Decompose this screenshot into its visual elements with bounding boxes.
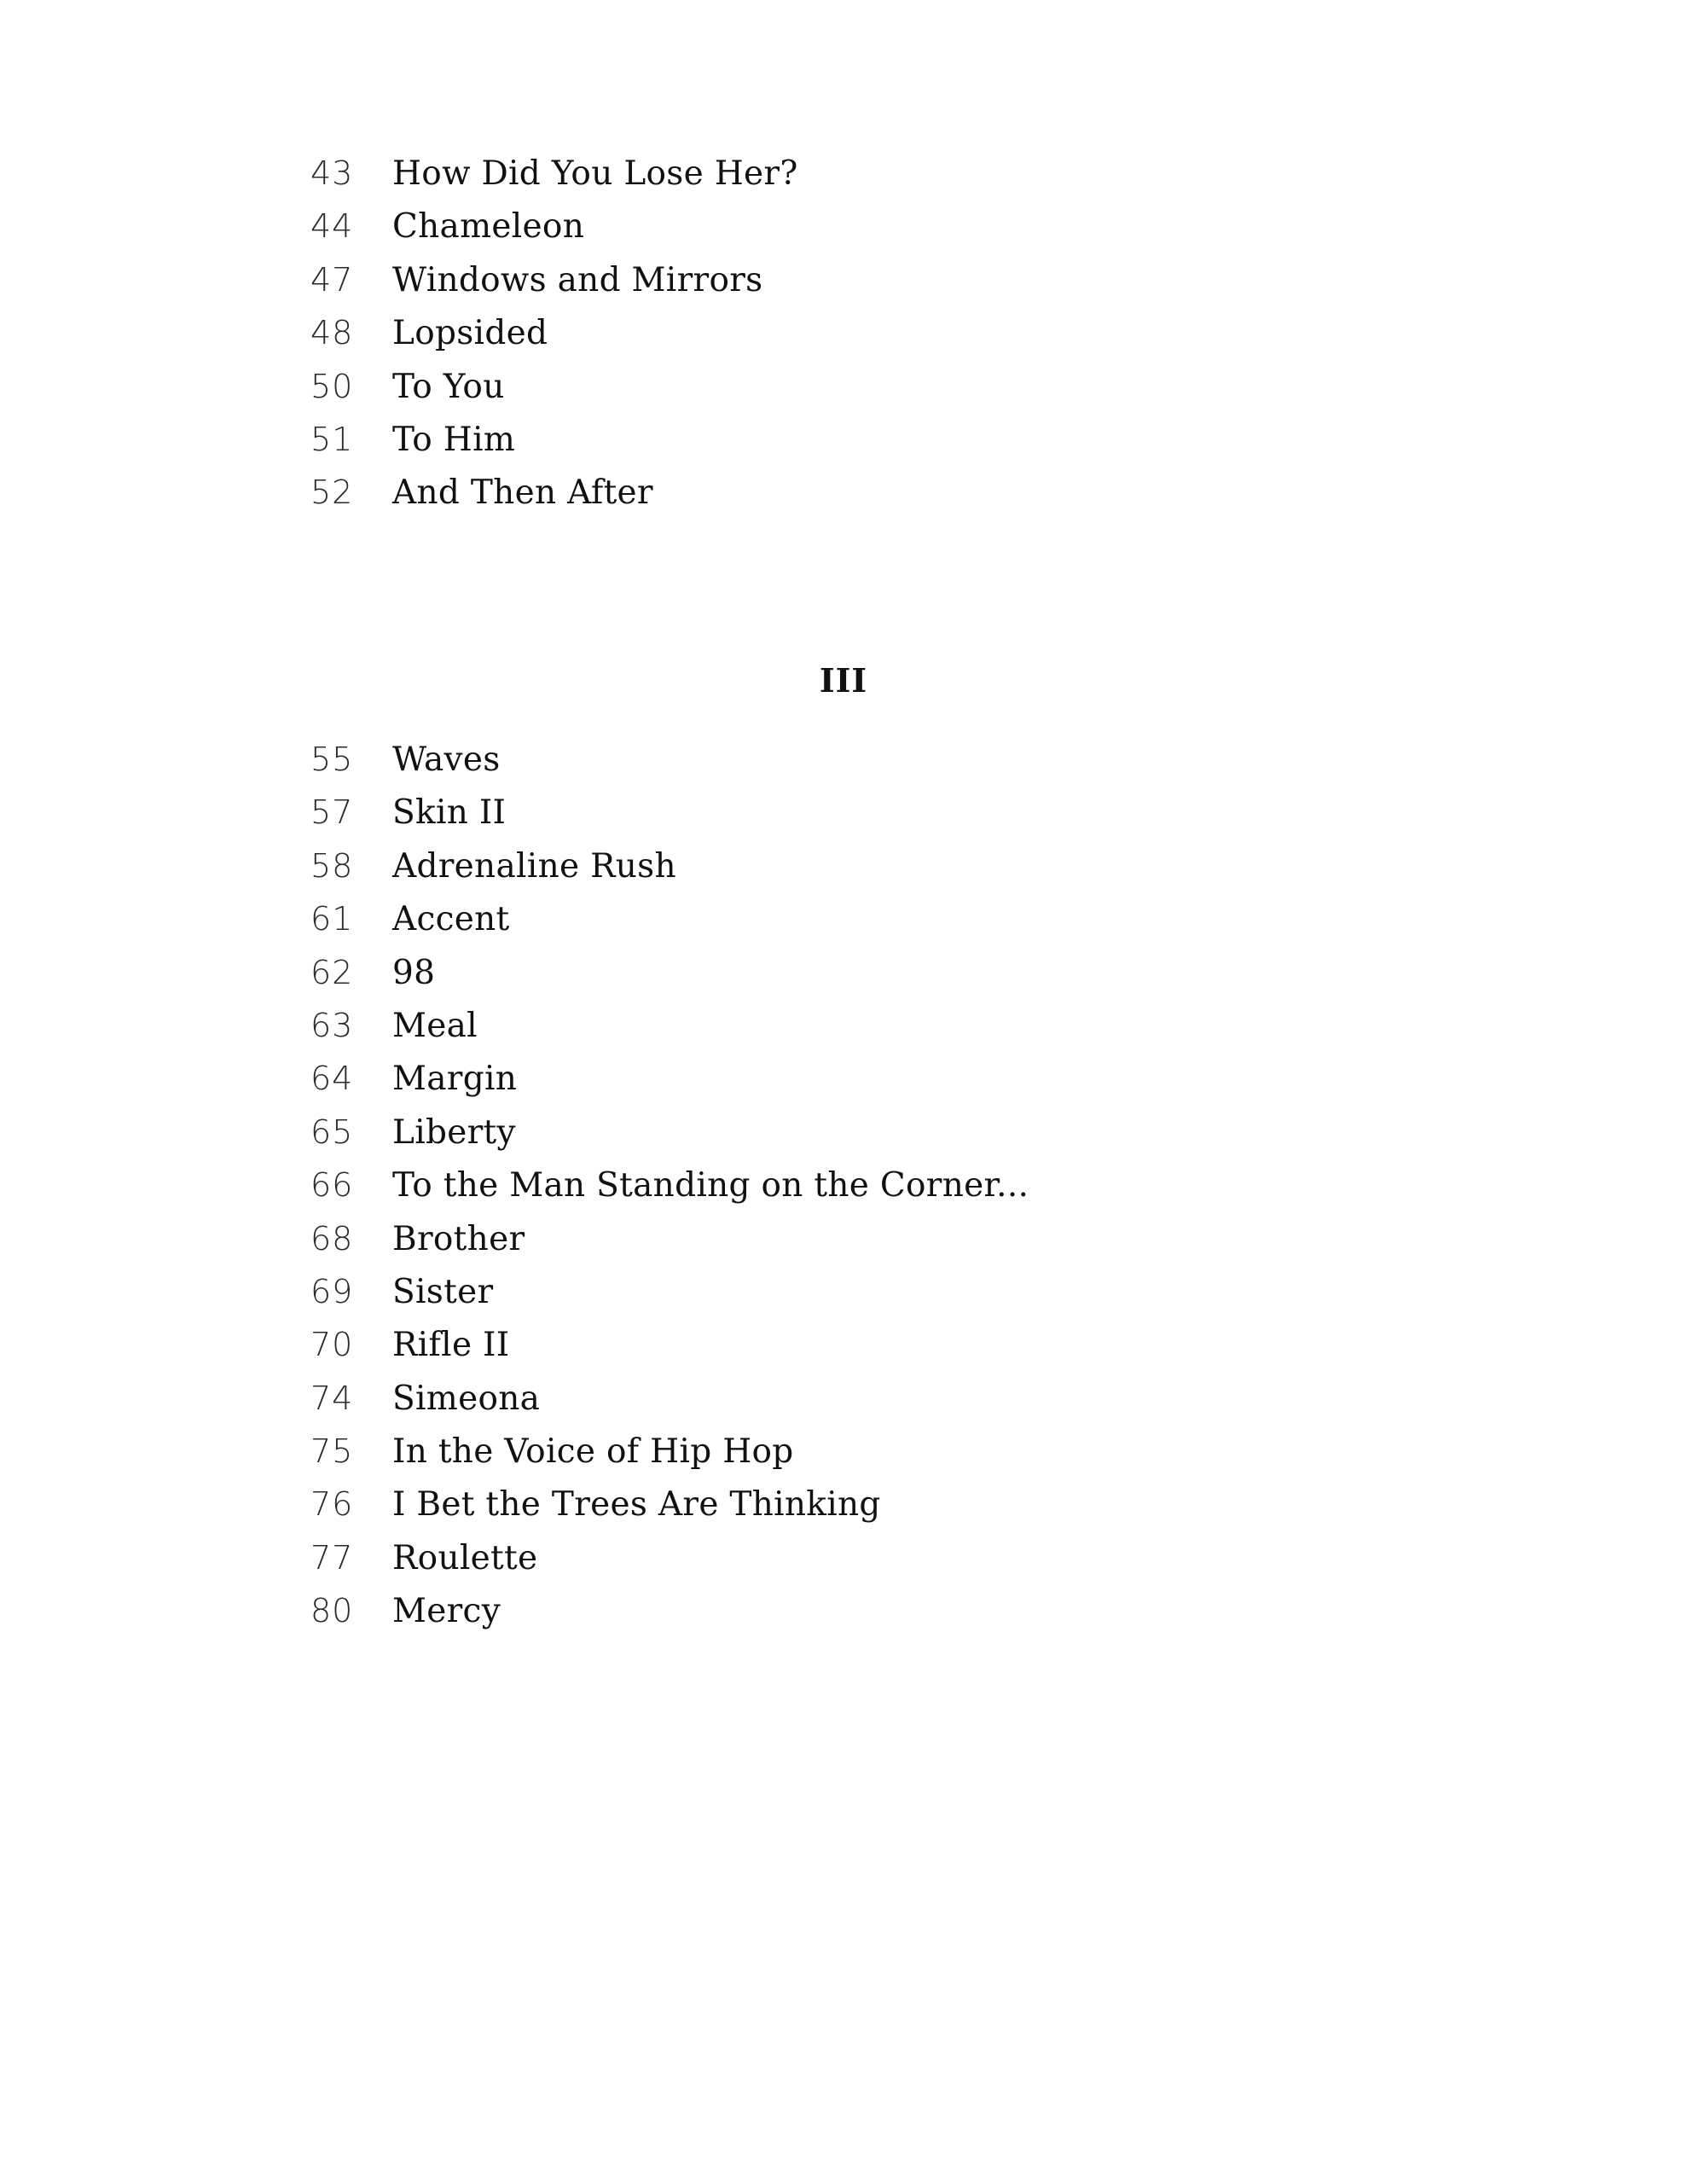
toc-page-number: 76 [310,1485,354,1524]
toc-entry [310,466,1504,519]
toc-entry [310,147,1504,200]
toc-page-number: 57 [310,793,354,832]
toc-entry-title: 98 [392,953,436,992]
toc-entry-title: Waves [392,741,501,779]
toc-entry-title: To You [392,367,505,406]
toc-entry [310,786,1504,839]
toc-entry [310,1052,1504,1105]
toc-entry [310,733,1504,786]
toc-entry [310,1584,1504,1637]
toc-page-number: 51 [310,420,354,458]
toc-entry-title: Adrenaline Rush [392,846,676,886]
toc-entry-title: Meal [392,1006,478,1045]
toc-page-number: 80 [310,1592,354,1630]
toc-entry-title: Liberty [392,1112,516,1152]
toc-entry [310,1372,1504,1425]
toc-page-number: 70 [310,1326,354,1364]
toc-entry-title: In the Voice of Hip Hop [392,1432,794,1472]
toc-entry [310,892,1504,945]
toc-entry [310,1478,1504,1531]
toc-entry-title: To Him [392,420,516,459]
toc-page-number: 63 [310,1006,354,1044]
toc-page-number: 48 [310,314,354,352]
toc-entry-title: Accent [392,900,510,939]
toc-page-number: 77 [310,1538,354,1577]
toc-entry-title: Brother [392,1219,525,1258]
toc-entry [310,1212,1504,1265]
toc-page-number: 75 [310,1432,354,1471]
toc-entry [310,1318,1504,1371]
toc-page-number: 68 [310,1219,354,1258]
toc-page-number: 74 [310,1379,354,1417]
toc-page-number: 55 [310,741,354,778]
toc-entry [310,413,1504,466]
toc-entry-title: Skin II [392,793,507,833]
section-heading: III [819,660,868,700]
toc-entry [310,360,1504,413]
toc-list-part-2 [310,147,1504,520]
toc-entry [310,306,1504,359]
toc-entry [310,1531,1504,1584]
toc-entry-title: Simeona [392,1379,541,1418]
toc-entry-title: Sister [392,1272,494,1311]
toc-list-part-3 [310,733,1504,1638]
toc-entry-title: Mercy [392,1592,501,1631]
toc-entry [310,1265,1504,1318]
toc-entry [310,999,1504,1052]
toc-page-number: 61 [310,900,354,938]
toc-entry [310,1425,1504,1478]
toc-entry [310,1106,1504,1159]
toc-entry-title: How Did You Lose Her? [392,154,798,193]
toc-entry-title: And Then After [392,473,653,513]
toc-entry-title: Lopsided [392,314,548,353]
toc-entry [310,946,1504,999]
toc-page-number: 47 [310,260,354,299]
toc-page-number: 43 [310,154,354,192]
toc-entry-title: Windows and Mirrors [392,260,763,299]
toc-page-number: 66 [310,1166,354,1205]
toc-page-number: 69 [310,1272,354,1310]
toc-page-number: 44 [310,207,354,246]
toc-entry-title: Rifle II [392,1326,510,1365]
toc-page-number: 65 [310,1112,354,1151]
toc-page-number: 62 [310,953,354,991]
toc-entry-title: To the Man Standing on the Corner... [392,1166,1029,1205]
toc-page-number: 50 [310,367,354,405]
toc-entry [310,253,1504,306]
toc-entry-title: Margin [392,1060,518,1099]
toc-page-number: 52 [310,473,354,512]
toc-entry [310,1159,1504,1211]
toc-entry-title: I Bet the Trees Are Thinking [392,1485,881,1525]
toc-entry [310,839,1504,892]
toc-page-number: 58 [310,846,354,885]
toc-entry-title: Chameleon [392,207,585,247]
toc-entry-title: Roulette [392,1538,538,1577]
toc-page-number: 64 [310,1060,354,1098]
toc-entry [310,200,1504,253]
